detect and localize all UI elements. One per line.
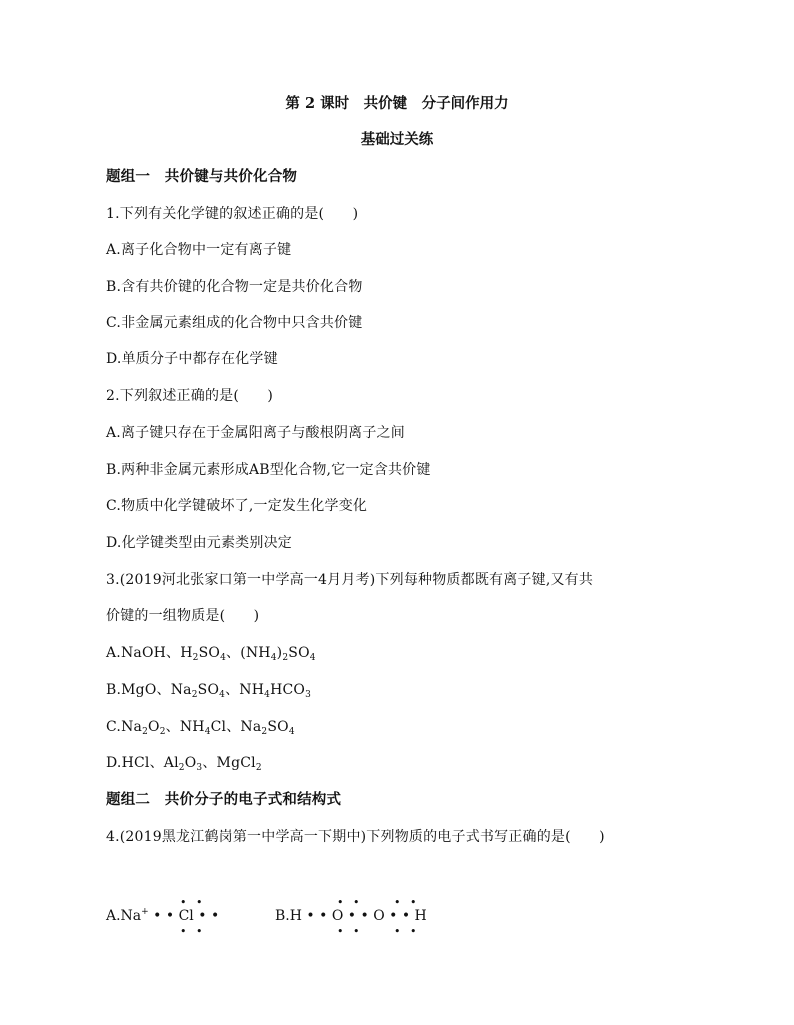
q4b-o1-bottom-pair: • • xyxy=(337,925,363,938)
q4-option-a: A.Na+ • • Cl • • xyxy=(106,907,220,924)
q4b-o1-top-pair: • • xyxy=(337,896,363,909)
q1-option-d: D.单质分子中都存在化学键 xyxy=(106,351,278,367)
q4-stem: 4.(2019黑龙江鹤岗第一中学高一下期中)下列物质的电子式书写正确的是( ) xyxy=(106,829,605,845)
q1-option-a: A.离子化合物中一定有离子键 xyxy=(106,242,292,258)
q4a-cl-bottom-pair: • • xyxy=(180,925,206,938)
q1-option-b: B.含有共价键的化合物一定是共价化合物 xyxy=(106,279,363,295)
lesson-title: 第 2 课时 共价键 分子间作用力 xyxy=(285,95,509,112)
q3-option-b: B.MgO、$Na_2SO_4$、$NH_4HCO_3$ xyxy=(106,682,311,700)
q2-option-c: C.物质中化学键破坏了,一定发生化学变化 xyxy=(106,498,368,514)
q4a-cl-top-pair: • • xyxy=(180,896,206,909)
q3-option-d: D.HCl、$Al_2O_3$、MgCl$_2$ xyxy=(106,755,262,773)
q4b-o2-bottom-pair: • • xyxy=(394,925,420,938)
group1-heading: 题组一 共价键与共价化合物 xyxy=(106,168,298,185)
q3-stem-line2: 价键的一组物质是( ) xyxy=(106,608,260,624)
q1-option-c: C.非金属元素组成的化合物中只含共价键 xyxy=(106,315,363,331)
q3-stem-line1: 3.(2019河北张家口第一中学高一4月月考)下列每种物质都既有离子键,又有共 xyxy=(106,572,594,588)
q2-option-b: B.两种非金属元素形成AB型化合物,它一定含共价键 xyxy=(106,462,431,478)
q2-option-d: D.化学键类型由元素类别决定 xyxy=(106,535,292,551)
group2-heading: 题组二 共价分子的电子式和结构式 xyxy=(106,791,342,808)
q4b-o2-top-pair: • • xyxy=(394,896,420,909)
q3-option-c: $C.Na_2O_2$、$NH_4Cl$、$Na_2SO_4$ xyxy=(106,719,295,737)
section-subtitle: 基础过关练 xyxy=(360,131,434,148)
q4-option-b: B.H • • O • • O • • H xyxy=(275,908,427,924)
q2-option-a: A.离子键只存在于金属阳离子与酸根阴离子之间 xyxy=(106,425,405,441)
q1-stem: 1.下列有关化学键的叙述正确的是( ) xyxy=(106,206,359,222)
q3-option-a: A.NaOH、$H_2SO_4$、$(NH_4)_2SO_4$ xyxy=(106,645,316,663)
q2-stem: 2.下列叙述正确的是( ) xyxy=(106,388,274,404)
